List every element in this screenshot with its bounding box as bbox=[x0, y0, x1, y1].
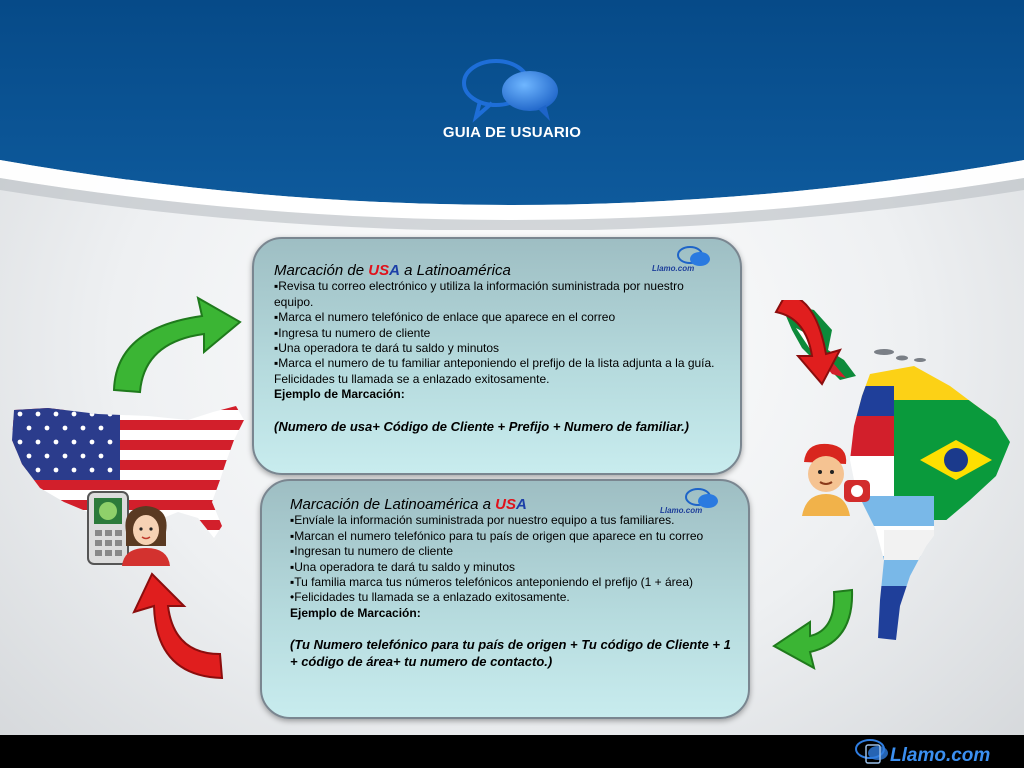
instruction-line: ▪Marca el numero de tu familiar anteponiendo el prefijo de la lista adjunta a la guía. bbox=[274, 356, 715, 371]
green-arrow-icon bbox=[770, 588, 866, 672]
example-label: Ejemplo de Marcación: bbox=[274, 387, 405, 402]
instruction-line: ▪Revisa tu correo electrónico y utiliza la información suministrada por nuestro equipo. bbox=[274, 279, 684, 309]
llamo-logo-text: Llamo.com bbox=[660, 506, 703, 515]
instruction-line: ▪Ingresan tu numero de cliente bbox=[290, 544, 454, 559]
man-with-phone-icon bbox=[792, 440, 876, 516]
instruction-line: ▪Una operadora te dará tu saldo y minutos bbox=[274, 341, 500, 356]
card-title: Marcación de USA a Latinoamérica bbox=[274, 262, 511, 279]
usa-to-latam-card bbox=[252, 237, 742, 475]
llamo-logo-text: Llamo.com bbox=[652, 264, 695, 273]
speech-bubbles-logo bbox=[458, 55, 568, 125]
footer-bar bbox=[0, 735, 1024, 768]
red-arrow-icon bbox=[128, 572, 228, 684]
instruction-line: ▪Marca el numero telefónico de enlace que aparece en el correo bbox=[274, 310, 616, 325]
example-label: Ejemplo de Marcación: bbox=[290, 605, 421, 620]
card-title: Marcación de Latinoamérica a USA bbox=[290, 496, 527, 513]
instruction-line: ▪Envíale la información suministrada por nuestro equipo a tus familiares. bbox=[290, 513, 675, 528]
dialing-example: (Numero de usa+ Código de Cliente + Prefijo + Numero de familiar.) bbox=[274, 418, 690, 434]
instruction-line: ▪Ingresa tu numero de cliente bbox=[274, 325, 431, 340]
instruction-line: ▪Tu familia marca tus números telefónicos anteponiendo el prefijo (1 + área) bbox=[290, 575, 694, 590]
footer-brand-text: Llamo.com bbox=[890, 745, 991, 766]
instruction-line: •Felicidades tu llamada se a enlazado exitosamente. bbox=[290, 590, 570, 605]
instruction-line: ▪Marcan el numero telefónico para tu país de origen que aparece en tu correo bbox=[290, 528, 704, 543]
instruction-line: ▪Una operadora te dará tu saldo y minutos bbox=[290, 559, 516, 574]
latam-to-usa-card bbox=[260, 479, 750, 719]
llamo-footer-logo bbox=[848, 737, 1024, 768]
dialing-example: (Tu Numero telefónico para tu país de origen + Tu código de Cliente + 1 + código de área+ tu numero de contacto.) bbox=[290, 637, 731, 670]
instruction-line: Felicidades tu llamada se a enlazado exitosamente. bbox=[274, 371, 550, 386]
page-title: GUIA DE USUARIO bbox=[442, 124, 582, 141]
woman-avatar-icon bbox=[118, 502, 174, 566]
green-arrow-icon bbox=[106, 292, 246, 396]
